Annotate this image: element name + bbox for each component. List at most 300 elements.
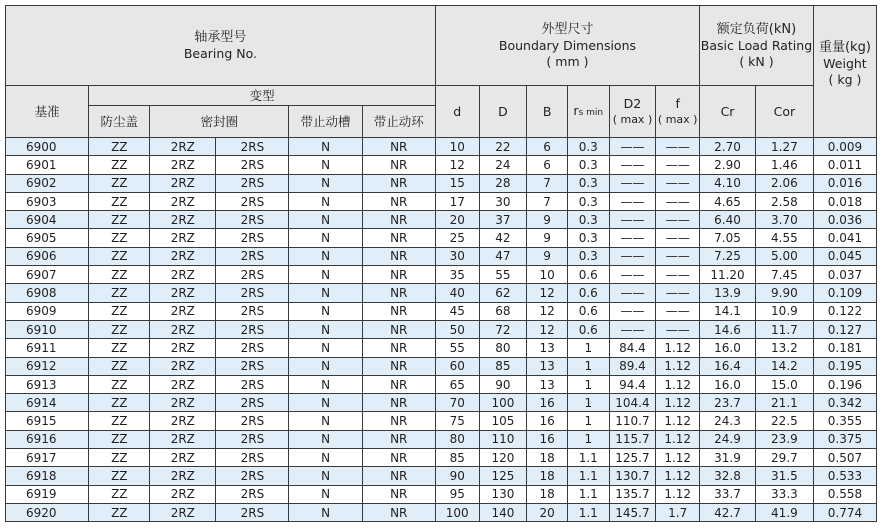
cr-cell: 23.7: [700, 394, 756, 412]
d-cell: 25: [435, 229, 479, 247]
B-cell: 9: [527, 247, 568, 265]
table-row: [6, 375, 877, 393]
B-cell: 18: [527, 449, 568, 467]
seal-2rs-cell: 2RS: [216, 430, 289, 448]
seal-2rz-cell: 2RZ: [150, 266, 216, 284]
D-cell: 42: [479, 229, 527, 247]
f-cell: ——: [656, 284, 700, 302]
table-row: [6, 266, 877, 284]
col-cr-header: Cr: [700, 86, 756, 138]
seal-2rs-cell: 2RS: [216, 156, 289, 174]
shield-cell: ZZ: [89, 284, 150, 302]
cor-cell: 5.00: [755, 247, 813, 265]
ring-header: 带止动环: [362, 106, 435, 138]
seal-2rz-cell: 2RZ: [150, 339, 216, 357]
cor-cell: 3.70: [755, 211, 813, 229]
col-D2-sub: ( max ): [612, 112, 653, 126]
r-cell: 0.3: [567, 174, 609, 192]
r-cell: 1: [567, 357, 609, 375]
cr-cell: 4.65: [700, 192, 756, 210]
cr-cell: 14.6: [700, 320, 756, 338]
cr-cell: 32.8: [700, 467, 756, 485]
r-cell: 1.1: [567, 467, 609, 485]
seal-2rz-cell: 2RZ: [150, 467, 216, 485]
f-cell: 1.7: [656, 503, 700, 521]
seal-2rs-cell: 2RS: [216, 247, 289, 265]
cr-cell: 16.0: [700, 375, 756, 393]
ring-cell: NR: [362, 394, 435, 412]
weight-cell: 0.181: [813, 339, 876, 357]
boundary-en: Boundary Dimensions: [498, 37, 637, 53]
f-cell: ——: [656, 156, 700, 174]
D2-cell: 84.4: [609, 339, 656, 357]
cr-cell: 31.9: [700, 449, 756, 467]
D2-cell: ——: [609, 174, 656, 192]
weight-unit: ( kg ): [828, 72, 862, 87]
weight-cell: 0.009: [813, 138, 876, 156]
cr-cell: 6.40: [700, 211, 756, 229]
table-row: [6, 284, 877, 302]
cor-cell: 23.9: [755, 430, 813, 448]
cor-cell: 2.06: [755, 174, 813, 192]
groove-cell: N: [289, 467, 362, 485]
weight-header: [813, 6, 876, 138]
bearing-no-cell: 6917: [6, 449, 89, 467]
B-cell: 16: [527, 430, 568, 448]
boundary-zh: 外型尺寸: [541, 21, 594, 37]
seal-2rs-cell: 2RS: [216, 467, 289, 485]
weight-cell: 0.037: [813, 266, 876, 284]
r-cell: 0.6: [567, 284, 609, 302]
groove-cell: N: [289, 375, 362, 393]
table-row: [6, 192, 877, 210]
seal-header: 密封圈: [150, 106, 289, 138]
seal-2rz-cell: 2RZ: [150, 138, 216, 156]
D2-cell: ——: [609, 192, 656, 210]
D-cell: 85: [479, 357, 527, 375]
seal-2rs-cell: 2RS: [216, 302, 289, 320]
table-row: [6, 339, 877, 357]
weight-cell: 0.375: [813, 430, 876, 448]
ring-cell: NR: [362, 138, 435, 156]
B-cell: 13: [527, 357, 568, 375]
cr-cell: 16.4: [700, 357, 756, 375]
d-cell: 55: [435, 339, 479, 357]
shield-cell: ZZ: [89, 467, 150, 485]
shield-cell: ZZ: [89, 412, 150, 430]
D2-cell: ——: [609, 284, 656, 302]
weight-cell: 0.011: [813, 156, 876, 174]
table-body: [6, 138, 877, 522]
ring-cell: NR: [362, 302, 435, 320]
seal-2rz-cell: 2RZ: [150, 174, 216, 192]
shield-cell: ZZ: [89, 357, 150, 375]
ring-cell: NR: [362, 284, 435, 302]
weight-cell: 0.533: [813, 467, 876, 485]
d-cell: 60: [435, 357, 479, 375]
weight-cell: 0.122: [813, 302, 876, 320]
cor-cell: 22.5: [755, 412, 813, 430]
D-cell: 105: [479, 412, 527, 430]
B-cell: 12: [527, 320, 568, 338]
D-cell: 47: [479, 247, 527, 265]
ring-cell: NR: [362, 339, 435, 357]
bearing-no-cell: 6906: [6, 247, 89, 265]
D2-cell: ——: [609, 138, 656, 156]
d-cell: 80: [435, 430, 479, 448]
D2-cell: 145.7: [609, 503, 656, 521]
D2-cell: 125.7: [609, 449, 656, 467]
f-cell: ——: [656, 211, 700, 229]
f-cell: 1.12: [656, 375, 700, 393]
seal-2rz-cell: 2RZ: [150, 156, 216, 174]
weight-zh: 重量(kg): [818, 40, 871, 55]
cor-cell: 9.90: [755, 284, 813, 302]
ring-cell: NR: [362, 229, 435, 247]
seal-2rs-cell: 2RS: [216, 449, 289, 467]
bearing-no-cell: 6916: [6, 430, 89, 448]
bearing-no-cell: 6913: [6, 375, 89, 393]
table-row: [6, 485, 877, 503]
bearing-no-cell: 6910: [6, 320, 89, 338]
B-cell: 6: [527, 138, 568, 156]
f-cell: ——: [656, 192, 700, 210]
col-f-header: [656, 86, 700, 138]
D2-cell: ——: [609, 211, 656, 229]
cr-cell: 4.10: [700, 174, 756, 192]
table-row: [6, 412, 877, 430]
col-B-header: B: [527, 86, 568, 138]
weight-cell: 0.355: [813, 412, 876, 430]
shield-cell: ZZ: [89, 192, 150, 210]
seal-2rz-cell: 2RZ: [150, 449, 216, 467]
weight-cell: 0.342: [813, 394, 876, 412]
D2-cell: 115.7: [609, 430, 656, 448]
table-row: [6, 211, 877, 229]
D-cell: 80: [479, 339, 527, 357]
bearing-no-cell: 6914: [6, 394, 89, 412]
bearing-no-cell: 6919: [6, 485, 89, 503]
col-d-header: d: [435, 86, 479, 138]
seal-2rs-cell: 2RS: [216, 138, 289, 156]
D-cell: 55: [479, 266, 527, 284]
f-cell: 1.12: [656, 430, 700, 448]
seal-2rz-cell: 2RZ: [150, 320, 216, 338]
shield-cell: ZZ: [89, 211, 150, 229]
shield-cell: ZZ: [89, 174, 150, 192]
seal-2rz-cell: 2RZ: [150, 375, 216, 393]
cor-cell: 14.2: [755, 357, 813, 375]
ring-cell: NR: [362, 485, 435, 503]
seal-2rz-cell: 2RZ: [150, 503, 216, 521]
bearing-no-zh: 轴承型号: [194, 29, 247, 45]
D-cell: 125: [479, 467, 527, 485]
cor-cell: 15.0: [755, 375, 813, 393]
cor-cell: 1.46: [755, 156, 813, 174]
ring-cell: NR: [362, 467, 435, 485]
d-cell: 45: [435, 302, 479, 320]
shield-cell: ZZ: [89, 320, 150, 338]
f-cell: ——: [656, 174, 700, 192]
shield-cell: ZZ: [89, 485, 150, 503]
cor-cell: 13.2: [755, 339, 813, 357]
bearing-no-header: [6, 6, 436, 86]
r-cell: 1: [567, 430, 609, 448]
B-cell: 16: [527, 412, 568, 430]
weight-cell: 0.507: [813, 449, 876, 467]
col-f-label: f: [675, 95, 680, 111]
groove-cell: N: [289, 138, 362, 156]
D2-cell: 104.4: [609, 394, 656, 412]
d-cell: 40: [435, 284, 479, 302]
d-cell: 30: [435, 247, 479, 265]
seal-2rs-cell: 2RS: [216, 211, 289, 229]
cr-cell: 24.3: [700, 412, 756, 430]
bearing-no-cell: 6915: [6, 412, 89, 430]
D-cell: 24: [479, 156, 527, 174]
f-cell: ——: [656, 247, 700, 265]
d-cell: 65: [435, 375, 479, 393]
cr-cell: 42.7: [700, 503, 756, 521]
weight-cell: 0.774: [813, 503, 876, 521]
D-cell: 72: [479, 320, 527, 338]
cor-cell: 29.7: [755, 449, 813, 467]
B-cell: 18: [527, 485, 568, 503]
r-cell: 1: [567, 339, 609, 357]
bearing-no-cell: 6909: [6, 302, 89, 320]
ring-cell: NR: [362, 192, 435, 210]
seal-2rs-cell: 2RS: [216, 266, 289, 284]
r-cell: 1: [567, 375, 609, 393]
table-row: [6, 174, 877, 192]
shield-cell: ZZ: [89, 375, 150, 393]
groove-cell: N: [289, 211, 362, 229]
weight-cell: 0.018: [813, 192, 876, 210]
seal-2rs-cell: 2RS: [216, 394, 289, 412]
D2-cell: ——: [609, 229, 656, 247]
cr-cell: 13.9: [700, 284, 756, 302]
bearing-no-en: Bearing No.: [183, 45, 257, 61]
B-cell: 6: [527, 156, 568, 174]
boundary-unit: ( mm ): [546, 53, 589, 69]
cr-cell: 16.0: [700, 339, 756, 357]
table-row: [6, 430, 877, 448]
weight-cell: 0.016: [813, 174, 876, 192]
boundary-dimensions-header: [435, 6, 699, 86]
cor-cell: 11.7: [755, 320, 813, 338]
f-cell: ——: [656, 266, 700, 284]
cor-cell: 41.9: [755, 503, 813, 521]
table-row: [6, 156, 877, 174]
ring-cell: NR: [362, 357, 435, 375]
bearing-no-cell: 6900: [6, 138, 89, 156]
D-cell: 28: [479, 174, 527, 192]
r-cell: 0.6: [567, 302, 609, 320]
groove-cell: N: [289, 229, 362, 247]
groove-cell: N: [289, 503, 362, 521]
groove-cell: N: [289, 357, 362, 375]
f-cell: 1.12: [656, 485, 700, 503]
B-cell: 18: [527, 467, 568, 485]
groove-cell: N: [289, 156, 362, 174]
B-cell: 7: [527, 192, 568, 210]
D2-cell: 130.7: [609, 467, 656, 485]
seal-2rz-cell: 2RZ: [150, 412, 216, 430]
D-cell: 140: [479, 503, 527, 521]
cr-cell: 33.7: [700, 485, 756, 503]
weight-cell: 0.558: [813, 485, 876, 503]
D2-cell: 135.7: [609, 485, 656, 503]
cor-cell: 31.5: [755, 467, 813, 485]
groove-cell: N: [289, 174, 362, 192]
D-cell: 120: [479, 449, 527, 467]
groove-cell: N: [289, 192, 362, 210]
weight-cell: 0.196: [813, 375, 876, 393]
seal-2rs-cell: 2RS: [216, 284, 289, 302]
cr-cell: 7.05: [700, 229, 756, 247]
bearing-no-cell: 6908: [6, 284, 89, 302]
f-cell: 1.12: [656, 357, 700, 375]
f-cell: ——: [656, 302, 700, 320]
table-row: [6, 449, 877, 467]
ring-cell: NR: [362, 247, 435, 265]
shield-cell: ZZ: [89, 266, 150, 284]
d-cell: 35: [435, 266, 479, 284]
load-unit: ( kN ): [739, 53, 774, 69]
groove-cell: N: [289, 339, 362, 357]
shield-cell: ZZ: [89, 449, 150, 467]
ring-cell: NR: [362, 156, 435, 174]
weight-cell: 0.195: [813, 357, 876, 375]
seal-2rz-cell: 2RZ: [150, 229, 216, 247]
bearing-no-cell: 6907: [6, 266, 89, 284]
seal-2rz-cell: 2RZ: [150, 357, 216, 375]
r-cell: 0.6: [567, 266, 609, 284]
d-cell: 70: [435, 394, 479, 412]
bearing-no-cell: 6918: [6, 467, 89, 485]
shield-cell: ZZ: [89, 430, 150, 448]
weight-cell: 0.109: [813, 284, 876, 302]
B-cell: 12: [527, 302, 568, 320]
variant-header: 变型: [89, 86, 436, 106]
d-cell: 90: [435, 467, 479, 485]
cr-cell: 2.70: [700, 138, 756, 156]
table-row: [6, 357, 877, 375]
seal-2rz-cell: 2RZ: [150, 485, 216, 503]
load-en: Basic Load Rating: [700, 37, 813, 53]
shield-header: 防尘盖: [89, 106, 150, 138]
r-cell: 0.3: [567, 211, 609, 229]
cr-cell: 24.9: [700, 430, 756, 448]
shield-cell: ZZ: [89, 339, 150, 357]
shield-cell: ZZ: [89, 394, 150, 412]
seal-2rz-cell: 2RZ: [150, 192, 216, 210]
r-cell: 1.1: [567, 485, 609, 503]
D-cell: 62: [479, 284, 527, 302]
ring-cell: NR: [362, 375, 435, 393]
r-cell: 1: [567, 394, 609, 412]
col-D-header: D: [479, 86, 527, 138]
bearing-no-cell: 6904: [6, 211, 89, 229]
table-row: [6, 302, 877, 320]
cr-cell: 7.25: [700, 247, 756, 265]
ring-cell: NR: [362, 266, 435, 284]
d-cell: 100: [435, 503, 479, 521]
shield-cell: ZZ: [89, 156, 150, 174]
ring-cell: NR: [362, 430, 435, 448]
r-cell: 0.3: [567, 229, 609, 247]
seal-2rs-cell: 2RS: [216, 357, 289, 375]
col-f-sub: ( max ): [657, 112, 698, 126]
B-cell: 9: [527, 229, 568, 247]
f-cell: 1.12: [656, 412, 700, 430]
seal-2rz-cell: 2RZ: [150, 394, 216, 412]
r-cell: 0.6: [567, 320, 609, 338]
col-D2-header: [609, 86, 656, 138]
cr-cell: 2.90: [700, 156, 756, 174]
f-cell: 1.12: [656, 467, 700, 485]
table-row: [6, 138, 877, 156]
bearing-no-cell: 6911: [6, 339, 89, 357]
ring-cell: NR: [362, 320, 435, 338]
ring-cell: NR: [362, 503, 435, 521]
table-row: [6, 394, 877, 412]
groove-cell: N: [289, 430, 362, 448]
D-cell: 68: [479, 302, 527, 320]
cor-cell: 7.45: [755, 266, 813, 284]
ring-cell: NR: [362, 174, 435, 192]
D2-cell: ——: [609, 266, 656, 284]
seal-2rz-cell: 2RZ: [150, 430, 216, 448]
D-cell: 37: [479, 211, 527, 229]
r-cell: 0.3: [567, 156, 609, 174]
seal-2rz-cell: 2RZ: [150, 302, 216, 320]
seal-2rs-cell: 2RS: [216, 229, 289, 247]
col-r-label: r: [573, 102, 579, 118]
d-cell: 50: [435, 320, 479, 338]
B-cell: 12: [527, 284, 568, 302]
f-cell: ——: [656, 138, 700, 156]
table-row: [6, 229, 877, 247]
r-cell: 0.3: [567, 192, 609, 210]
table-row: [6, 503, 877, 521]
groove-cell: N: [289, 320, 362, 338]
table-row: [6, 467, 877, 485]
groove-cell: N: [289, 394, 362, 412]
D-cell: 90: [479, 375, 527, 393]
weight-cell: 0.036: [813, 211, 876, 229]
cor-cell: 10.9: [755, 302, 813, 320]
f-cell: ——: [656, 229, 700, 247]
d-cell: 95: [435, 485, 479, 503]
ring-cell: NR: [362, 412, 435, 430]
groove-cell: N: [289, 449, 362, 467]
bearing-no-cell: 6912: [6, 357, 89, 375]
D2-cell: 89.4: [609, 357, 656, 375]
bearing-no-cell: 6905: [6, 229, 89, 247]
groove-cell: N: [289, 412, 362, 430]
shield-cell: ZZ: [89, 138, 150, 156]
seal-2rs-cell: 2RS: [216, 412, 289, 430]
seal-2rz-cell: 2RZ: [150, 284, 216, 302]
seal-2rs-cell: 2RS: [216, 375, 289, 393]
groove-header: 带止动槽: [289, 106, 362, 138]
seal-2rs-cell: 2RS: [216, 485, 289, 503]
seal-2rz-cell: 2RZ: [150, 211, 216, 229]
D2-cell: ——: [609, 320, 656, 338]
weight-cell: 0.127: [813, 320, 876, 338]
B-cell: 20: [527, 503, 568, 521]
